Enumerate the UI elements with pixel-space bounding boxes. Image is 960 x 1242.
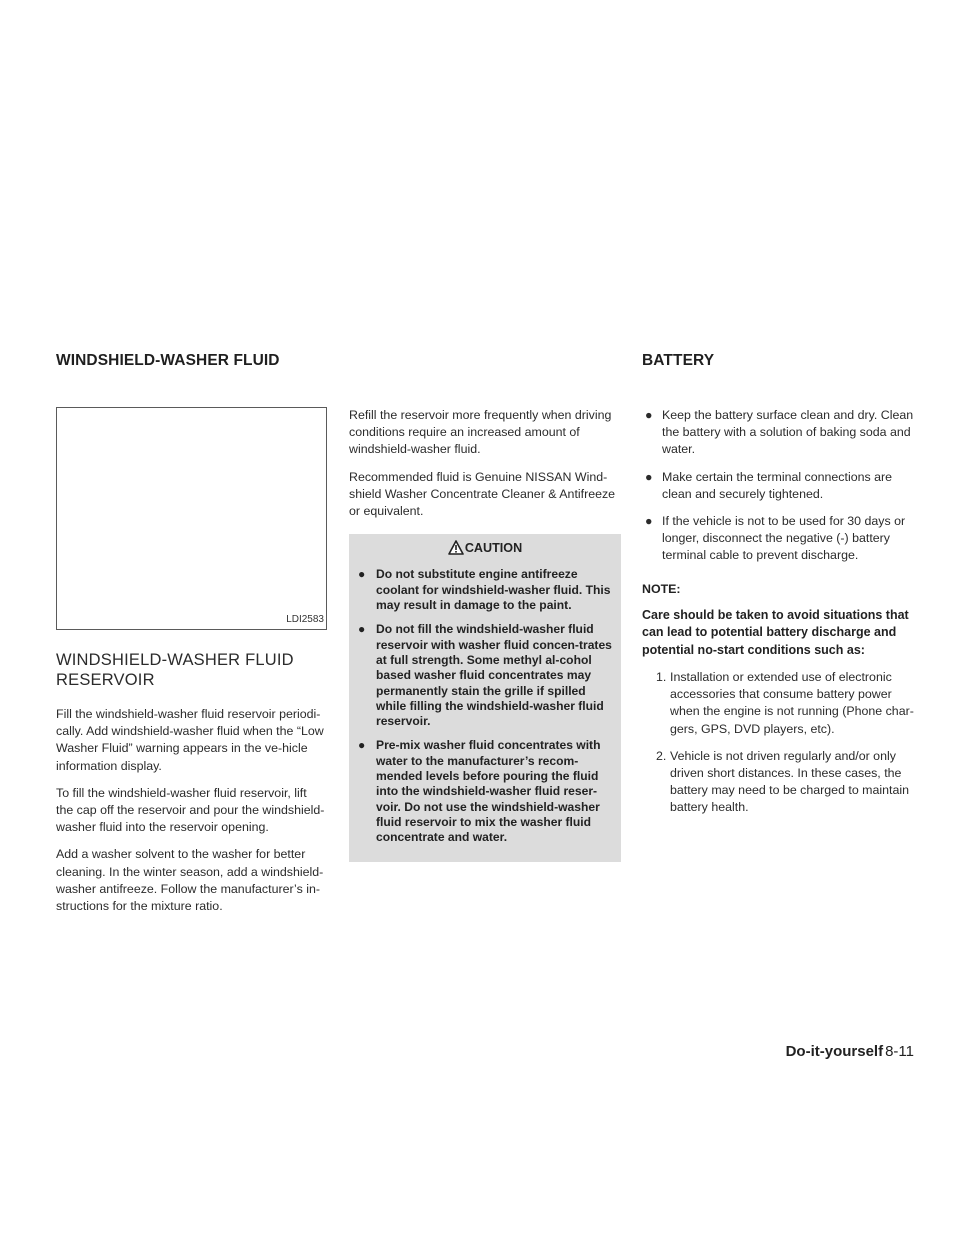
condition-item: 2. Vehicle is not driven regularly and/or only driven short distances. In these cases, the battery may need to be charged to maintain battery health. [656,748,910,815]
bullet-icon: ● [645,514,653,529]
note-lead: Care should be taken to avoid situations that can lead to potential battery discharge and potential no-start conditions such as: [642,607,909,657]
refill-paragraph: Refill the reservoir more frequently when driving conditions require an increased amount of windshield-washer fluid. [349,408,612,457]
figure-code: LDI2583 [286,613,324,625]
note-title: NOTE: [642,581,681,596]
reservoir-title-line1: WINDSHIELD-WASHER FLUID [56,651,294,669]
caution-header [355,534,615,567]
reservoir-title-line2: RESERVOIR [56,671,155,689]
page-number: 8-11 [885,1043,914,1060]
reservoir-figure [56,407,327,630]
section-heading-washer-fluid: WINDSHIELD-WASHER FLUID [56,352,280,369]
bullet-icon: ● [358,567,366,582]
column-middle [349,407,621,862]
battery-care-item: ● Make certain the terminal connections are clean and securely tightened. [645,469,893,501]
reservoir-paragraph-3: Add a washer solvent to the washer for better cleaning. In the winter season, add a windshield-washer antifreeze. Follow the manufacturer’s in-structions for the mixture ratio. [56,847,324,914]
reservoir-subheading [56,650,327,690]
caution-box [349,534,621,862]
section-heading-battery: BATTERY [642,352,715,369]
discharge-conditions-list [642,669,915,817]
caution-list [355,567,615,845]
caution-title: CAUTION [464,541,523,556]
condition-item: 1. Installation or extended use of electronic accessories that consume battery power when the engine is not running (Phone char-gers, GPS, DVD players, etc). [656,670,914,736]
column-left [56,407,327,925]
caution-item: ● Pre-mix washer fluid concentrates with water to the manufacturer’s recom-mended levels before pouring the fluid into the windshield-washer fluid reser-voir. Do not use the windshield-washer fluid reservoir to mix the washer fluid concentrate and water. [358,738,601,845]
bullet-icon: ● [645,408,653,422]
footer-section-name: Do-it-yourself [785,1043,884,1060]
page-footer [786,1043,914,1060]
caution-item: ● Do not substitute engine antifreeze coolant for windshield-washer fluid. This may result in damage to the paint. [358,567,611,613]
caution-item: ● Do not fill the windshield-washer fluid reservoir with washer fluid concen-trates at full strength. Some methyl al-cohol based washer fluid concentrates may permanently stain the grille if spilled while filling the windshield-washer fluid reservoir. [358,622,612,729]
battery-care-item: ● If the vehicle is not to be used for 30 days or longer, disconnect the negative (-) battery terminal cable to prevent discharge. [645,514,906,563]
bullet-icon: ● [358,738,366,753]
battery-care-item: ● Keep the battery surface clean and dry. Clean the battery with a solution of baking soda and water. [645,408,914,457]
column-right [642,407,915,827]
reservoir-paragraph-1: Fill the windshield-washer fluid reservoir periodi-cally. Add windshield-washer fluid when the “Low Washer Fluid” warning appears in the ve-hicle information display. [56,707,324,773]
bullet-icon: ● [358,622,366,637]
reservoir-paragraph-2: To fill the windshield-washer fluid reservoir, lift the cap off the reservoir and pour the windshield-washer fluid into the reservoir opening. [56,785,325,835]
warning-triangle-icon [448,540,464,555]
recommended-fluid-paragraph: Recommended fluid is Genuine NISSAN Wind-shield Washer Concentrate Cleaner & Antifreeze or equivalent. [349,469,616,519]
battery-care-list [642,407,915,565]
bullet-icon: ● [645,469,653,484]
